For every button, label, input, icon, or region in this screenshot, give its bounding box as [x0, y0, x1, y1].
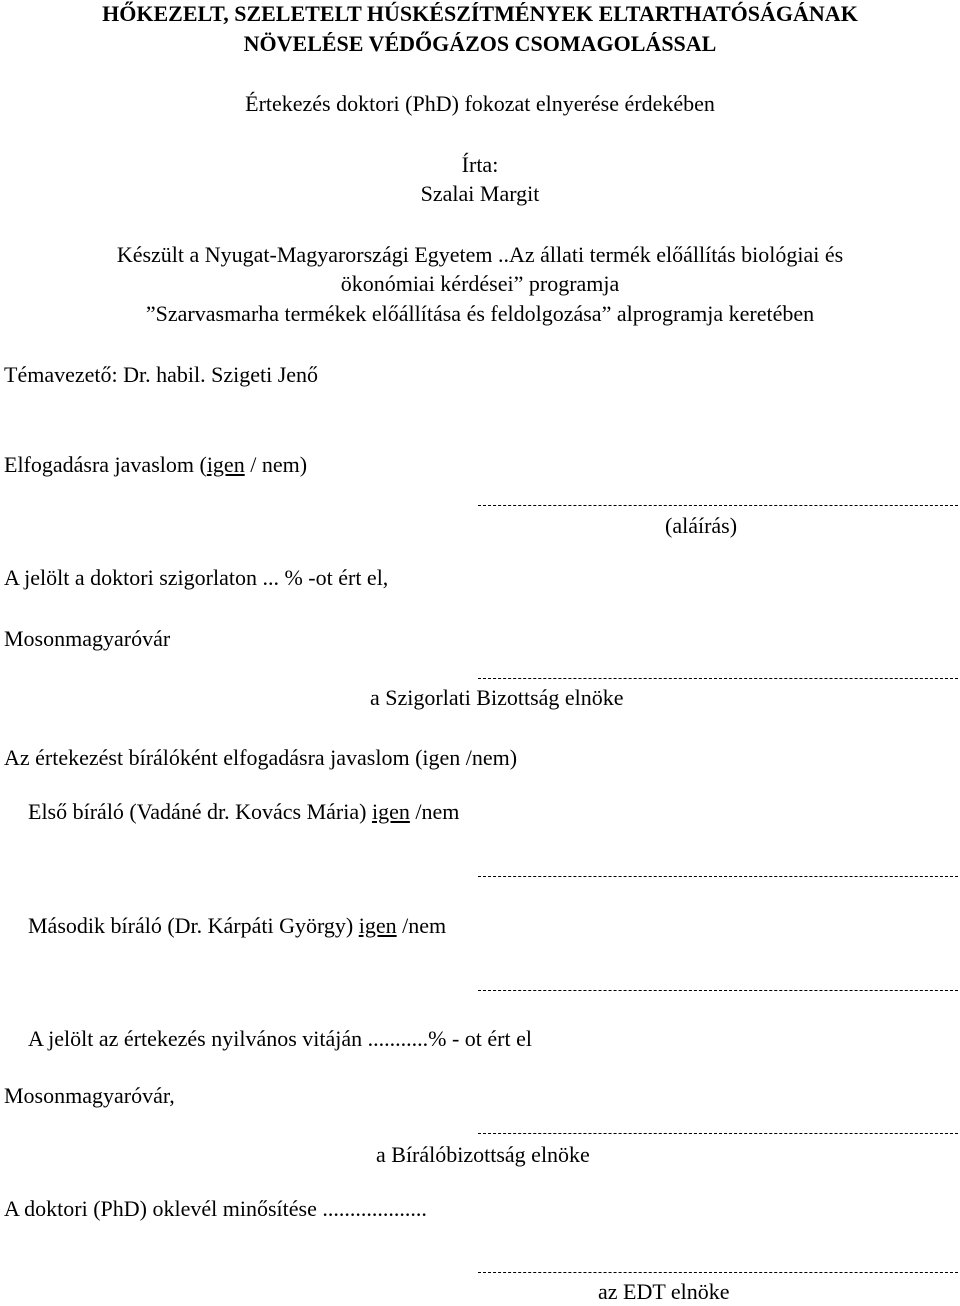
defense-result-line: A jelölt az értekezés nyilvános vitáján ...........% - ot ért el	[28, 1026, 533, 1051]
title-line-2: NÖVELÉSE VÉDŐGÁZOS CSOMAGOLÁSSAL	[243, 31, 717, 56]
acceptance-line	[4, 451, 307, 479]
exam-result-line: A jelölt a doktori szigorlaton ... % -ot ért el,	[4, 565, 389, 590]
first-reviewer-suffix: /nem	[409, 799, 460, 824]
diploma-qualification-line: A doktori (PhD) oklevél minősítése ...................	[4, 1196, 427, 1221]
acceptance-suffix: / nem)	[244, 452, 308, 477]
first-reviewer-yes: igen	[371, 799, 410, 824]
program-line-3: ”Szarvasmarha termékek előállítása és feldolgozása” alprogramja keretében	[145, 301, 815, 326]
signature-line-3	[478, 876, 958, 877]
acceptance-yes: igen	[206, 452, 245, 477]
supervisor: Témavezető: Dr. habil. Szigeti Jenő	[4, 362, 319, 387]
defense-chair-label: a Bírálóbizottság elnöke	[376, 1142, 590, 1167]
second-reviewer-suffix: /nem	[396, 913, 447, 938]
signature-line-6	[478, 1272, 958, 1273]
signature-line-2	[478, 678, 958, 679]
subtitle: Értekezés doktori (PhD) fokozat elnyerése érdekében	[245, 91, 715, 116]
acceptance-prefix: Elfogadásra javaslom (	[4, 452, 207, 477]
exam-place: Mosonmagyaróvár	[4, 626, 171, 651]
defense-place: Mosonmagyaróvár,	[4, 1083, 175, 1108]
program-line-2: ökonómiai kérdései” programja	[340, 271, 620, 296]
signature-line-5	[478, 1133, 958, 1134]
second-reviewer-yes: igen	[358, 913, 397, 938]
review-intro: Az értekezést bírálóként elfogadásra javaslom (igen /nem)	[4, 745, 518, 770]
exam-chair-label: a Szigorlati Bizottság elnöke	[370, 685, 624, 710]
author-name: Szalai Margit	[420, 181, 540, 206]
program-line-1: Készült a Nyugat-Magyarországi Egyetem ..Az állati termék előállítás biológiai és	[116, 242, 844, 267]
signature-line-1	[478, 505, 958, 506]
written-by-label: Írta:	[461, 152, 499, 177]
second-reviewer-prefix: Második bíráló (Dr. Kárpáti György)	[28, 913, 359, 938]
first-reviewer-line	[28, 798, 459, 826]
edt-chair-label: az EDT elnöke	[598, 1279, 730, 1304]
title-line-1: HŐKEZELT, SZELETELT HÚSKÉSZÍTMÉNYEK ELTARTHATÓSÁGÁNAK	[102, 1, 858, 26]
signature-line-4	[478, 990, 958, 991]
second-reviewer-line	[28, 912, 446, 940]
signature-label: (aláírás)	[665, 513, 738, 538]
first-reviewer-prefix: Első bíráló (Vadáné dr. Kovács Mária)	[28, 799, 372, 824]
